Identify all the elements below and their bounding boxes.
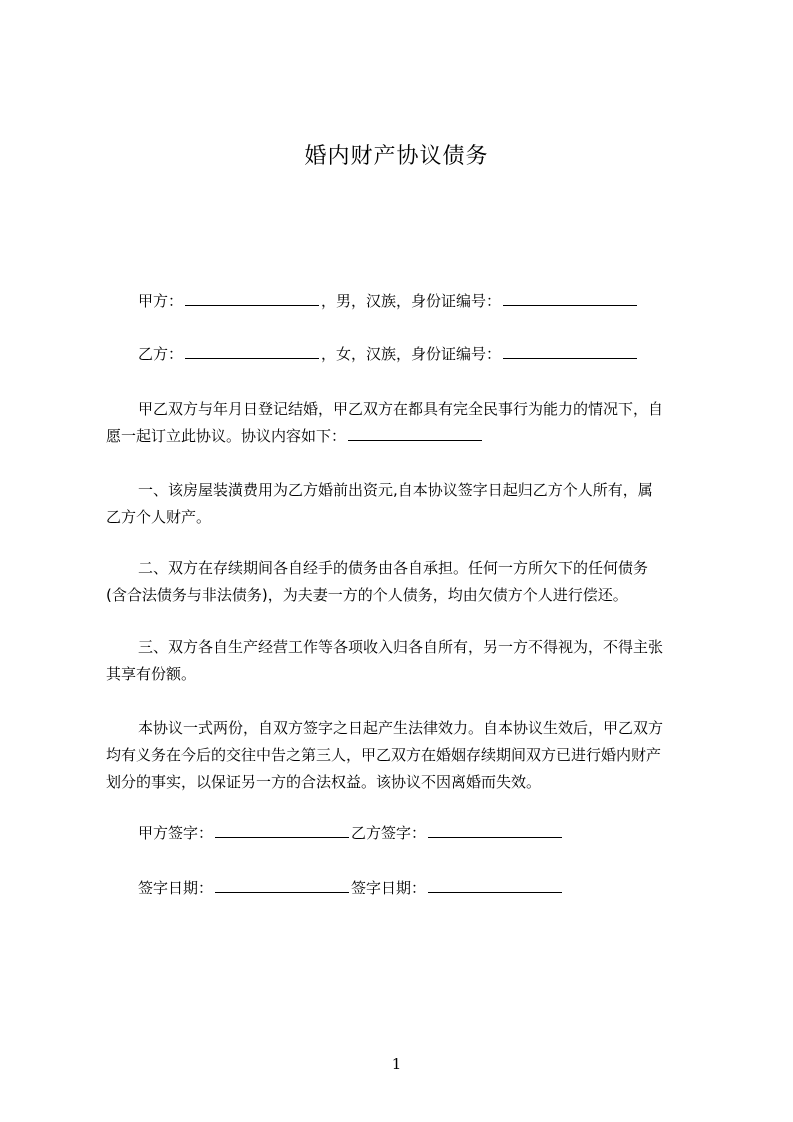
- party-a-date-blank: [215, 877, 349, 893]
- closing-line-3: 划分的事实，以保证另一方的合法权益。该协议不因离婚而失效。: [106, 773, 542, 791]
- intro-content-blank: [348, 425, 482, 441]
- party-b-sign-blank: [428, 822, 562, 838]
- intro-line-1: 甲乙双方与年月日登记结婚，甲乙双方在都具有完全民事行为能力的情况下，自: [138, 400, 664, 418]
- party-b-name-blank: [185, 343, 319, 359]
- document-title: 婚内财产协议债务: [304, 144, 489, 169]
- party-b-id-blank: [503, 343, 637, 359]
- closing-line-1: 本协议一式两份，自双方签字之日起产生法律效力。自本协议生效后，甲乙双方: [138, 719, 664, 737]
- clause-2-line-2: (含合法债务与非法债务)，为夫妻一方的个人债务，均由欠债方个人进行偿还。: [106, 586, 628, 604]
- clause-1-line-2: 乙方个人财产。: [106, 508, 212, 526]
- party-a-id-blank: [503, 290, 637, 306]
- party-a-label: 甲方：: [138, 292, 184, 310]
- party-a-sign-label: 甲方签字：: [138, 824, 214, 842]
- intro-line-2-text: 愿一起订立此协议。协议内容如下：: [106, 427, 347, 445]
- party-b-line: [106, 341, 736, 368]
- party-a-line: [106, 288, 736, 315]
- party-b-date-label: 签字日期：: [351, 879, 427, 897]
- party-a-name-blank: [185, 290, 319, 306]
- signature-line: [106, 820, 736, 847]
- party-b-details: ，女，汉族，身份证编号：: [321, 345, 502, 363]
- clause-3-line-2: 其享有份额。: [106, 665, 197, 683]
- party-a-sign-blank: [215, 822, 349, 838]
- clause-1-line-1: 一、该房屋装潢费用为乙方婚前出资元,自本协议签字日起归乙方个人所有，属: [138, 481, 653, 499]
- page-number: 1: [391, 1055, 402, 1073]
- party-b-date-blank: [428, 877, 562, 893]
- closing-line-2: 均有义务在今后的交往中告之第三人，甲乙双方在婚姻存续期间双方已进行婚内财产: [106, 746, 662, 764]
- clause-2-line-1: 二、双方在存续期间各自经手的债务由各自承担。任何一方所欠下的任何债务: [138, 559, 649, 577]
- party-a-date-label: 签字日期：: [138, 879, 214, 897]
- clause-3-line-1: 三、双方各自生产经营工作等各项收入归各自所有，另一方不得视为，不得主张: [138, 638, 664, 656]
- party-b-label: 乙方：: [138, 345, 184, 363]
- sign-date-line: [106, 875, 736, 902]
- party-b-sign-label: 乙方签字：: [351, 824, 427, 842]
- intro-line-2: [106, 423, 704, 450]
- party-a-details: ，男，汉族，身份证编号：: [321, 292, 502, 310]
